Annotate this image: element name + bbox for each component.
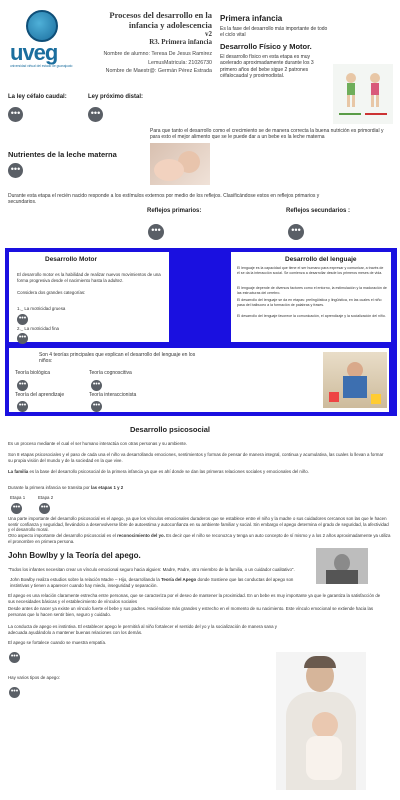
etapa-1-label: Etapa 1 (10, 495, 26, 500)
teorias-card (9, 348, 389, 412)
bowlby-heading: John Bowlby y la Teoría del apego. (8, 551, 141, 560)
child-playing-photo (323, 352, 387, 408)
desarrollo-lenguaje-heading: Desarrollo del lenguaje (285, 256, 357, 263)
motricidad-fina-more-button[interactable]: ••• (17, 333, 28, 344)
psicosocial-p4 (8, 485, 388, 491)
psicosocial-p2: Son 8 etapas psicosociales y el paso de cada una el niño va desarrollando emociones, sentimientos y formas de pensar de manera integral, continua y acumulativa, las cuales lo llevan a formar su propia visión del mundo y de la sociedad en la que vive. (8, 452, 384, 463)
psicosocial-p1: Es un proceso mediante el cual el ser humano interactúa con otras personas y su ambiente. (8, 441, 188, 446)
bowlby-empatia-more-button[interactable]: ••• (9, 652, 20, 663)
logo-subtext: universidad virtual del estado de guanajuato (10, 64, 73, 68)
ley-proximo-distal-label: Ley próximo distal: (88, 94, 144, 100)
psicosocial-p3-text: es la base del desarrollo psicosocial de la primera infancia ya que es ahí donde se dan las primeras relaciones sociales y emocionales del niño. (28, 469, 309, 474)
nutrition-intro-text: Para que tanto el desarrollo como el crecimiento se de manera correcta la buena nutrición es primordial y para esto el mejor alimento que se le puede dar a un bebe es la leche materna (150, 128, 384, 141)
bowlby-p1-text: John Bowlby realiza estudios sobre la relación Madre – Hijo, desarrollando la (10, 577, 162, 582)
fisico-motor-text: El desarrollo físico en esta etapa es muy acelerado aproximadamente durante los 3 primero años del bebe sigue 2 patrones céfalocaudal y proximodistal. (220, 54, 314, 80)
desarrollo-motor-text: El desarrollo motor es la habilidad de realizar nuevos movimientos de una forma progresiva desde el nacimiento hasta la adultez. (17, 272, 161, 283)
student-matricula: LemusMatricula: 21026730 (148, 60, 212, 66)
motricidad-fina-item: 2._ La motricidad fina (17, 326, 59, 331)
teoria-cognoscitiva-more-button[interactable]: ••• (91, 380, 102, 391)
reflejos-secundarios-label: Reflejos secundarios : (286, 208, 351, 214)
teoria-aprendizaje-more-button[interactable]: ••• (17, 401, 28, 412)
lenguaje-paragraph-4: El desarrollo del lenguaje favorece la comunicación, el aprendizaje y la socialización del niño. (237, 314, 386, 318)
lenguaje-paragraph-3: El desarrollo del lenguaje se da en etapas: prelingüística y lingüística, en las cuales el niño pasa del balbuceo a la formación de palabras y frases. (237, 298, 382, 307)
psicosocial-p4-text: Durante la primera infancia se transita por (8, 485, 91, 490)
teoria-cognoscitiva: Teoría cognoscitiva (89, 370, 132, 376)
desarrollo-motor-heading: Desarrollo Motor (45, 256, 98, 263)
ley-proximo-more-button[interactable]: ••• (88, 107, 103, 122)
motricidad-gruesa-item: 1._ La motricidad gruesa (17, 306, 66, 311)
desarrollo-motor-card (9, 252, 169, 342)
psicosocial-yo-bold: reconocimiento del yo. (117, 533, 165, 538)
psicosocial-p5: Una parte importante del desarrollo psicosocial es el apego, ya que los vínculos emocionales duraderos que se establece entre el niño y la madre o sus cuidadores cercanos son las que le hacen sentir confianza y seguridad, llevándolo a desenvolverse libre de autoestima y autoconfianza en su ambiente familiar y social. Sin embargo el apego determina el grado de seguridad, la afectividad y el desarrollo moral. (8, 516, 389, 533)
lenguaje-paragraph-1: El lenguaje es la capacidad que tiene el ser humano para expresar y comunicar, a través de él se da la interacción social. Se comienza a desarrollar desde los primeros meses de vida. (237, 266, 384, 275)
uveg-logo (8, 8, 78, 74)
bowlby-portrait-photo (316, 548, 368, 584)
bowlby-p5: El apego se fortalece cuando se muestra empatía. (8, 640, 107, 645)
teacher-name: Nombre de Maestr@: Germán Pérez Estrada (105, 68, 212, 74)
reflejos-primarios-more-button[interactable]: ••• (148, 224, 164, 240)
bowlby-p1-end: donde Sostiene que las conductas del apego son instintivas y tienen a aparecer cuando hay miedo, inseguridad y separación. (10, 577, 294, 588)
nutrientes-heading: Nutrientes de la leche materna (8, 150, 117, 159)
desarrollo-lenguaje-card (231, 252, 391, 342)
globe-icon (26, 10, 58, 42)
reflejos-text: Durante esta etapa el recién nacido responde a los estímulos externos por medio de los reflejos. Clasificándose estos en reflejos primarios y secundarios. (8, 193, 320, 206)
reflejos-secundarios-more-button[interactable]: ••• (288, 224, 304, 240)
nutrientes-more-button[interactable]: ••• (8, 163, 23, 178)
teoria-interaccionista-more-button[interactable]: ••• (91, 401, 102, 412)
psicosocial-heading: Desarrollo psicosocial (129, 425, 211, 434)
fisico-motor-heading: Desarrollo Físico y Motor. (220, 42, 312, 51)
psicosocial-p6-end: Es decir que el niño se reconozca y tenga un auto concepto de sí mismo y a los 2 años aproximadamente ya utiliza el pronombre en primera persona. (8, 533, 391, 544)
teoria-aprendizaje: Teoría del aprendizaje (15, 392, 65, 398)
teoria-biologica: Teoría biológica (15, 370, 51, 376)
breastfeeding-photo (150, 143, 210, 185)
header (0, 0, 215, 80)
psicosocial-p6-text: Otro aspecto importante del desarrollo psicosocial es el (8, 533, 118, 538)
psicosocial-p6 (8, 533, 392, 544)
psicosocial-etapas-bold: las etapas 1 y 2 (90, 485, 124, 490)
desarrollo-motor-categories: Considera dos grandes categorías: (17, 290, 86, 295)
father-baby-photo (276, 652, 366, 790)
etapa-1-more-button[interactable]: ••• (11, 503, 22, 514)
psicosocial-familia-bold: La familia (8, 469, 29, 474)
student-name: Nombre de alumno: Teresa De Jesus Ramirez (103, 51, 212, 57)
etapa-2-label: Etapa 2 (38, 495, 54, 500)
motricidad-gruesa-more-button[interactable]: ••• (17, 314, 28, 325)
ley-cefalo-caudal-label: La ley céfalo caudal: (8, 94, 67, 100)
doc-subtitle: R3. Primera infancia (149, 38, 212, 46)
teorias-intro: Son 4 teorías principales que explican el desarrollo del lenguaje en los niños: (39, 352, 196, 365)
development-diagram-image (333, 64, 393, 124)
logo-text: uveg (10, 40, 58, 65)
primera-infancia-heading: Primera infancia (220, 14, 283, 23)
reflejos-primarios-label: Reflejos primarios: (147, 208, 202, 214)
teoria-interaccionista: Teoría interaccionista (89, 392, 137, 398)
bowlby-p3: Desde antes de nacer ya existe un vínculo fuerte el bebe y sus padres. Haciéndose más grandes y estrecho en el momento de su nacimiento. Este vínculo emocional se extiende hacia las personas que lo hacen sentir bien, seguro y cuidado. (8, 606, 374, 617)
bowlby-teoria-bold: Teoría del Apego (161, 577, 197, 582)
bowlby-tipos-label: Hay varios tipos de apego: (8, 675, 60, 680)
primera-infancia-text: Es la fase del desarrollo más importante de todo el ciclo vital (220, 26, 328, 39)
psicosocial-p3 (8, 469, 388, 475)
bowlby-p4: La conducta de apego es instintiva. El establecer apego le permitirá al niño fortalecer el sentido del yo y la socialización de manera sana y adecuada ayudándolo a mantener buenas relaciones con los demás. (8, 624, 277, 635)
teoria-biologica-more-button[interactable]: ••• (17, 380, 28, 391)
etapa-2-more-button[interactable]: ••• (39, 503, 50, 514)
doc-title: Procesos del desarrollo en la infancia y adolescencia (109, 10, 212, 30)
bowlby-p1 (10, 577, 310, 588)
bowlby-p2: El apego es una relación claramente estrecha entre personas, que se caracteriza por el deseo de mantener la proximidad. En un bebe es muy importante ya que le garantiza la satisfacción de sus necesidades básicas y el establecimiento de vínculos sociales (8, 593, 381, 604)
tipos-apego-more-button[interactable]: ••• (9, 687, 20, 698)
doc-version: v2 (205, 30, 212, 38)
ley-cefalo-more-button[interactable]: ••• (8, 107, 23, 122)
bowlby-quote: "Todos los infantes necesitan crear un vínculo emocional seguro hacia alguien: Madre, Padre, otro miembro de la familia, o un cuidador cualitativo". (8, 567, 295, 572)
development-banner (5, 248, 397, 416)
lenguaje-paragraph-2: El lenguaje depende de diversos factores como el entorno, la estimulación y la maduración de las estructuras del cerebro. (237, 286, 387, 295)
